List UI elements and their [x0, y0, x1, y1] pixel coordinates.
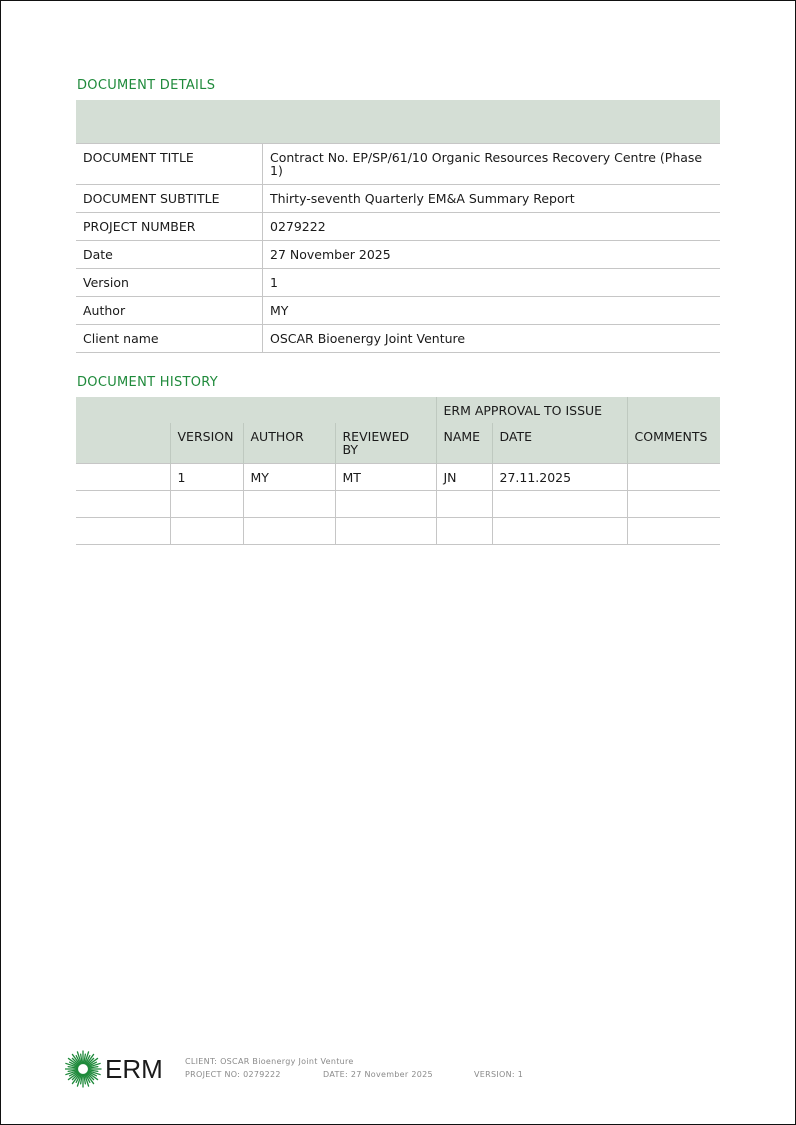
history-comments-cell: [627, 464, 720, 491]
column-header-reviewed-by: REVIEWED BY: [335, 423, 436, 464]
history-name-cell: [436, 491, 492, 518]
erm-logo-text: ERM: [105, 1054, 163, 1084]
footer-project-no: PROJECT NO: 0279222: [185, 1070, 281, 1079]
table-row: [76, 464, 720, 491]
client-name-value: OSCAR Bioenergy Joint Venture: [263, 325, 721, 353]
footer-date: DATE: 27 November 2025: [323, 1070, 433, 1079]
history-date-cell: [492, 491, 627, 518]
history-cell: [76, 464, 170, 491]
column-header-blank: [76, 423, 170, 464]
history-name-cell: JN: [436, 464, 492, 491]
document-title-label: DOCUMENT TITLE: [76, 144, 263, 185]
history-group-header-row: [76, 397, 720, 423]
author-value: MY: [263, 297, 721, 325]
project-number-label: PROJECT NUMBER: [76, 213, 263, 241]
version-value: 1: [263, 269, 721, 297]
history-author-cell: MY: [243, 464, 335, 491]
document-details-table: [76, 100, 720, 353]
column-header-version: VERSION: [170, 423, 243, 464]
history-column-header-row: [76, 423, 720, 464]
table-row: [76, 185, 720, 213]
history-reviewed-by-cell: MT: [335, 464, 436, 491]
document-subtitle-label: DOCUMENT SUBTITLE: [76, 185, 263, 213]
erm-approval-header: ERM APPROVAL TO ISSUE: [436, 397, 627, 423]
document-history-heading: DOCUMENT HISTORY: [77, 375, 219, 390]
project-number-value: 0279222: [263, 213, 721, 241]
version-label: Version: [76, 269, 263, 297]
document-details-heading: DOCUMENT DETAILS: [77, 78, 216, 93]
table-row: [76, 144, 720, 185]
erm-logo-sunburst-icon: [65, 1051, 101, 1087]
column-header-author: AUTHOR: [243, 423, 335, 464]
table-row: [76, 213, 720, 241]
history-reviewed-by-cell: [335, 491, 436, 518]
date-label: Date: [76, 241, 263, 269]
history-version-cell: [170, 518, 243, 545]
table-row: [76, 325, 720, 353]
document-history-table: [76, 397, 720, 545]
table-row: [76, 491, 720, 518]
column-header-comments: COMMENTS: [627, 423, 720, 464]
history-cell: [76, 491, 170, 518]
history-version-cell: 1: [170, 464, 243, 491]
footer-version: VERSION: 1: [474, 1070, 524, 1079]
document-title-value: Contract No. EP/SP/61/10 Organic Resources Recovery Centre (Phase 1): [263, 144, 721, 185]
history-name-cell: [436, 518, 492, 545]
author-label: Author: [76, 297, 263, 325]
client-name-label: Client name: [76, 325, 263, 353]
document-subtitle-value: Thirty-seventh Quarterly EM&A Summary Report: [263, 185, 721, 213]
history-comments-cell: [627, 518, 720, 545]
column-header-name: NAME: [436, 423, 492, 464]
history-cell: [76, 518, 170, 545]
history-version-cell: [170, 491, 243, 518]
table-row: [76, 297, 720, 325]
history-date-cell: 27.11.2025: [492, 464, 627, 491]
table-row: [76, 269, 720, 297]
column-header-date: DATE: [492, 423, 627, 464]
date-value: 27 November 2025: [263, 241, 721, 269]
footer-client: CLIENT: OSCAR Bioenergy Joint Venture: [185, 1057, 354, 1066]
history-date-cell: [492, 518, 627, 545]
erm-logo: [65, 1050, 165, 1090]
details-table-header: [76, 100, 720, 144]
table-row: [76, 241, 720, 269]
history-reviewed-by-cell: [335, 518, 436, 545]
history-comments-cell: [627, 491, 720, 518]
table-row: [76, 518, 720, 545]
history-author-cell: [243, 518, 335, 545]
history-author-cell: [243, 491, 335, 518]
